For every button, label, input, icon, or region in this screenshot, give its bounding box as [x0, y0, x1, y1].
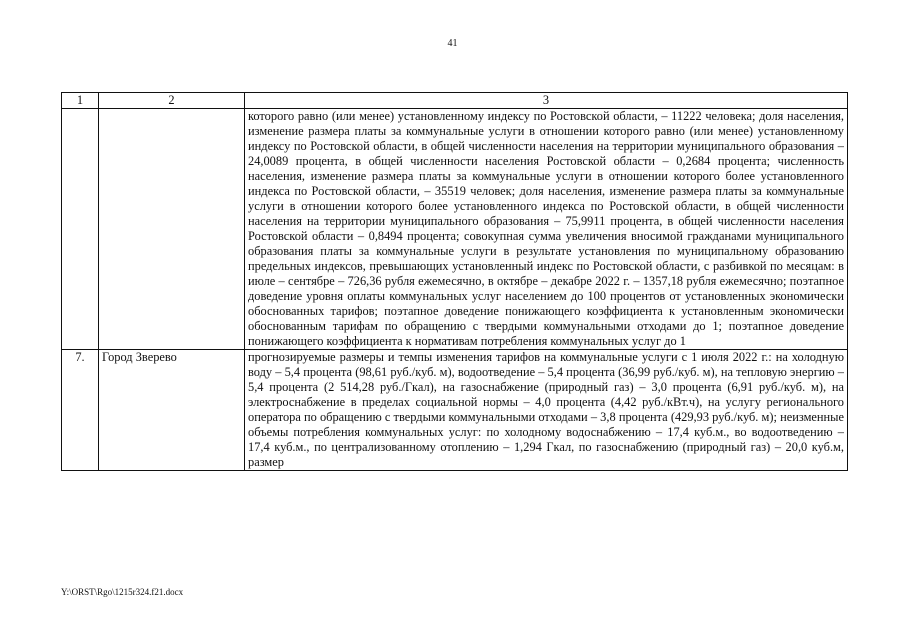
row-text: которого равно (или менее) установленному индексу по Ростовской области, – 11222 человека; доля населения, изменение размера платы за коммунальные услуги в отношении которого равно (или менее) установленному индексу по Ростовской области, в общей численности населения на территории муниципального образования – 24,0089 процента, в общей численности населения Ростовской области – 0,2684 процента; численность населения, изменение размера платы за коммунальные услуги в отношении которого более установленного индекса по Ростовской области, – 35519 человек; доля населения, изменение размера платы за коммунальные услуги в отношении которого более установленного индекса по Ростовской области, в общей численности населения на территории муниципального образования – 75,9911 процента, в общей численности населения Ростовской области – 0,8494 процента; совокупная сумма увеличения вносимой гражданами муниципального образования платы за коммунальные услуги в результате установления по муниципальному образованию предельных индексов, превышающих установленный индекс по Ростовской области, с разбивкой по месяцам: в июле – сентябре – 726,36 рубля ежемесячно, в октябре – декабре 2022 г. – 1357,18 рубля ежемесячно; поэтапное доведение уровня оплаты коммунальных услуг населением до 100 процентов от установленных экономически обоснованных тарифов; поэтапное доведение понижающего коэффициента к установленным экономически обоснованным тарифам по обращению с твердыми коммунальными отходами до 1; поэтапное доведение понижающего коэффициента к нормативам потребления коммунальных услуг до 1	[245, 109, 848, 350]
column-header-2: 2	[99, 93, 245, 109]
column-header-1: 1	[62, 93, 99, 109]
municipality-name	[99, 109, 245, 350]
document-table	[61, 92, 848, 471]
table-row	[62, 109, 848, 350]
page-number: 41	[447, 38, 458, 49]
table-row	[62, 350, 848, 471]
row-number	[62, 109, 99, 350]
table-header-row	[62, 93, 848, 109]
file-path-footer: Y:\ORST\Rgo\1215r324.f21.docx	[61, 587, 184, 597]
row-text: прогнозируемые размеры и темпы изменения тарифов на коммунальные услуги с 1 июля 2022 г.: на холодную воду – 5,4 процента (98,61 руб./куб. м), водоотведение – 5,4 процента (36,99 руб./куб. м), на тепловую энергию – 5,4 процента (2 514,28 руб./Гкал), на газоснабжение (природный газ) – 3,0 процента (6,91 руб./куб. м), на электроснабжение в пределах социальной нормы – 4,0 процента (4,42 руб./кВт.ч), на услугу регионального оператора по обращению с твердыми коммунальными отходами – 3,8 процента (429,93 руб./куб. м); неизменные объемы потребления коммунальных услуг: по холодному водоснабжению – 17,4 куб.м., во водоотведению – 17,4 куб.м., по централизованному отоплению – 1,294 Гкал, по газоснабжению (природный газ) – 20,0 куб.м, размер	[245, 350, 848, 471]
row-number: 7.	[62, 350, 99, 471]
column-header-3: 3	[245, 93, 848, 109]
municipality-name: Город Зверево	[99, 350, 245, 471]
